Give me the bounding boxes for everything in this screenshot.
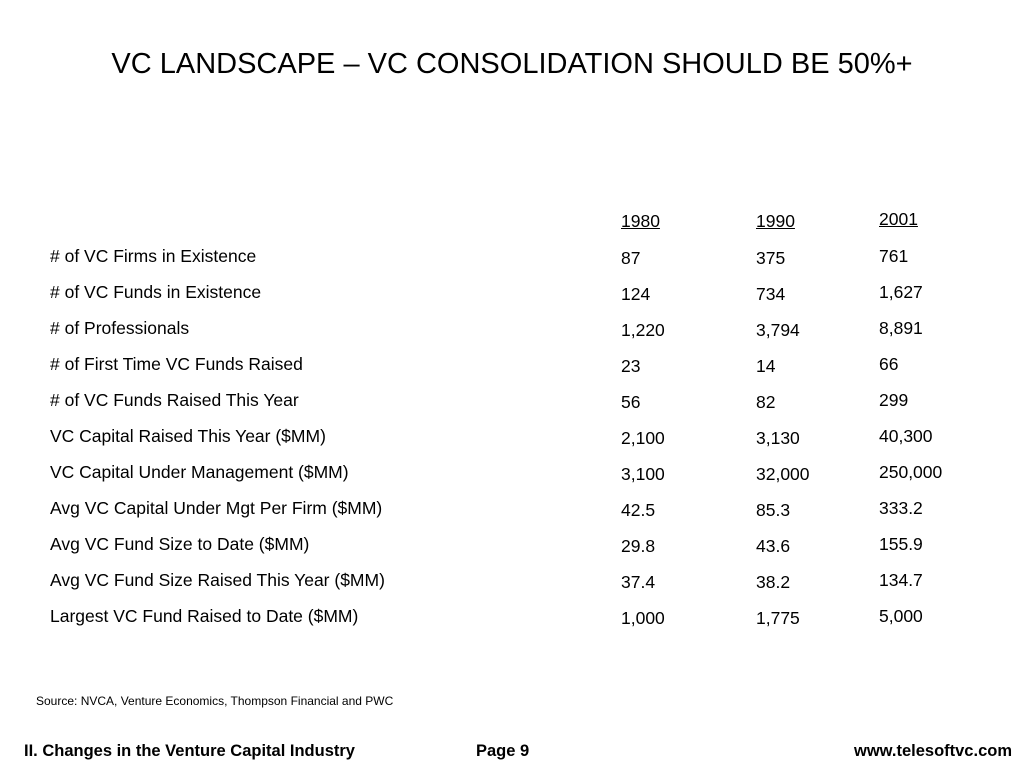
cell-1990: 38.2 (756, 572, 791, 592)
row-label: Largest VC Fund Raised to Date ($MM) (50, 606, 359, 626)
cell-1980: 124 (621, 284, 651, 304)
row-label: # of VC Funds Raised This Year (50, 390, 299, 410)
cell-1980: 3,100 (621, 464, 665, 484)
cell-2001: 8,891 (879, 318, 923, 338)
column-header-2001: 2001 (879, 209, 918, 229)
row-label: Avg VC Fund Size to Date ($MM) (50, 534, 310, 554)
cell-1990: 43.6 (756, 536, 791, 556)
cell-1990: 32,000 (756, 464, 810, 484)
cell-1980: 2,100 (621, 428, 665, 448)
cell-1990: 14 (756, 356, 776, 376)
cell-2001: 66 (879, 354, 899, 374)
row-label: # of First Time VC Funds Raised (50, 354, 303, 374)
row-label: VC Capital Raised This Year ($MM) (50, 426, 326, 446)
row-label: # of Professionals (50, 318, 190, 338)
cell-2001: 5,000 (879, 606, 923, 626)
row-label: # of VC Firms in Existence (50, 246, 257, 266)
cell-2001: 250,000 (879, 462, 943, 482)
row-label: VC Capital Under Management ($MM) (50, 462, 349, 482)
row-label: Avg VC Fund Size Raised This Year ($MM) (50, 570, 385, 590)
cell-1980: 87 (621, 248, 641, 268)
cell-1990: 85.3 (756, 500, 791, 520)
row-label: Avg VC Capital Under Mgt Per Firm ($MM) (50, 498, 383, 518)
cell-2001: 1,627 (879, 282, 923, 302)
cell-1990: 3,794 (756, 320, 800, 340)
cell-2001: 155.9 (879, 534, 923, 554)
source-note: Source: NVCA, Venture Economics, Thompson Financial and PWC (36, 694, 394, 708)
cell-1980: 29.8 (621, 536, 656, 556)
cell-1980: 23 (621, 356, 641, 376)
cell-2001: 299 (879, 390, 909, 410)
column-header-1980: 1980 (621, 211, 660, 231)
slide-title: VC LANDSCAPE – VC CONSOLIDATION SHOULD BE 50%+ (111, 48, 913, 80)
column-header-1990: 1990 (756, 211, 795, 231)
footer-website: www.telesoftvc.com (853, 742, 1012, 760)
cell-1990: 82 (756, 392, 776, 412)
footer-page-number: Page 9 (476, 742, 530, 760)
cell-2001: 134.7 (879, 570, 923, 590)
cell-1990: 3,130 (756, 428, 800, 448)
cell-2001: 761 (879, 246, 909, 266)
footer-section-title: II. Changes in the Venture Capital Industry (24, 742, 355, 760)
cell-1990: 1,775 (756, 608, 800, 628)
cell-1980: 1,220 (621, 320, 665, 340)
cell-2001: 40,300 (879, 426, 933, 446)
cell-1980: 37.4 (621, 572, 656, 592)
row-label: # of VC Funds in Existence (50, 282, 262, 302)
cell-1980: 56 (621, 392, 641, 412)
cell-1980: 42.5 (621, 500, 656, 520)
cell-1990: 734 (756, 284, 786, 304)
cell-2001: 333.2 (879, 498, 923, 518)
cell-1980: 1,000 (621, 608, 665, 628)
cell-1990: 375 (756, 248, 786, 268)
